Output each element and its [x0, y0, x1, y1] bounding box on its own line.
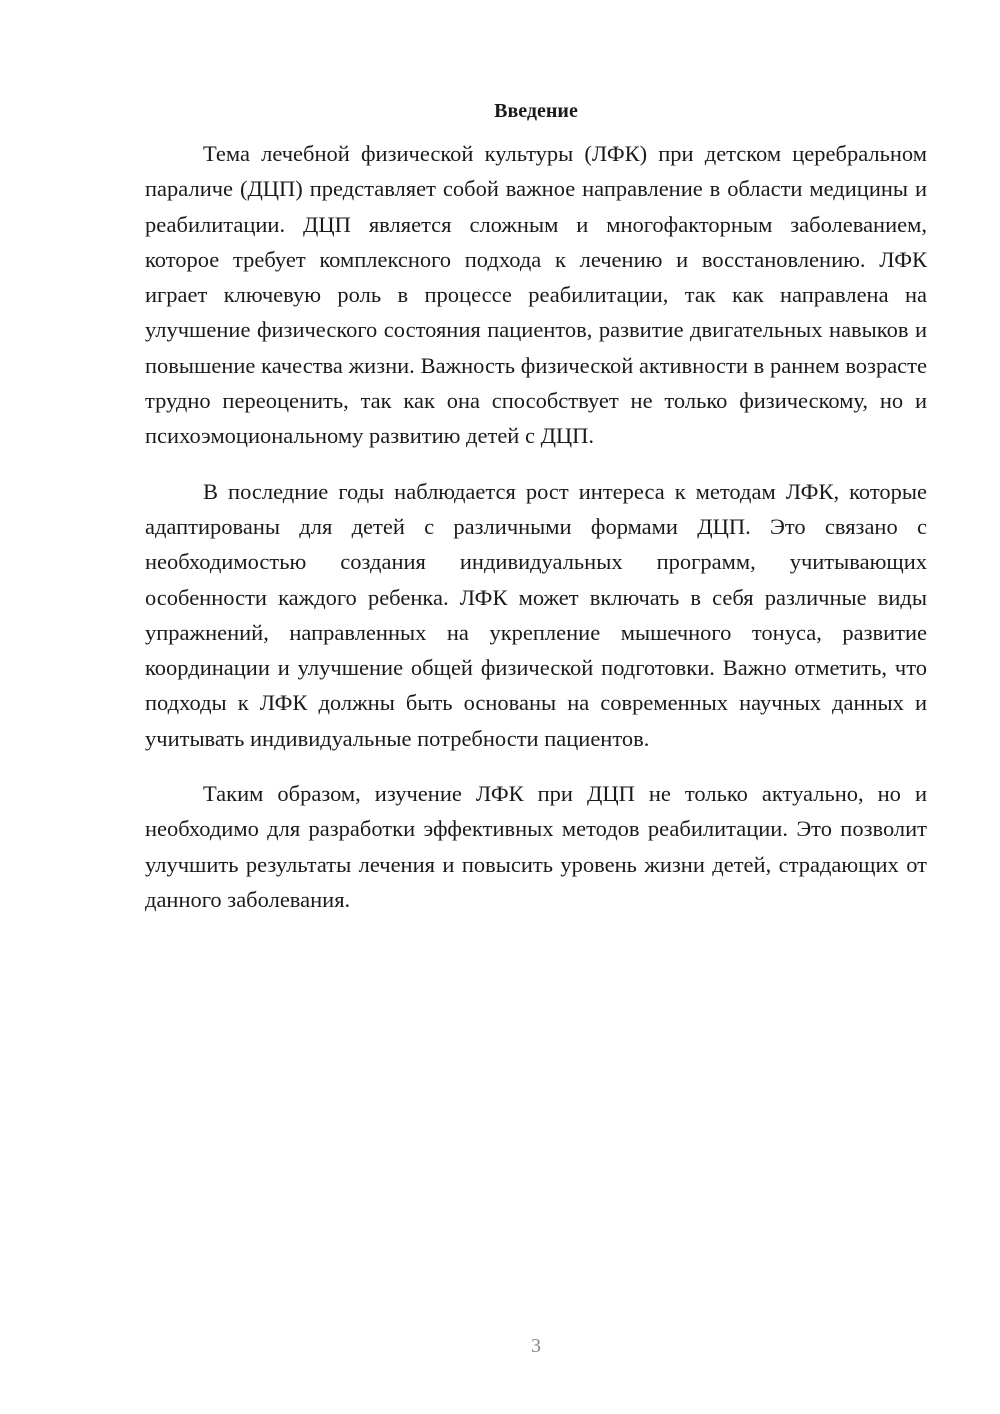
paragraph-1: Тема лечебной физической культуры (ЛФК) при детском церебральном параличе (ДЦП) представляет собой важное направление в области медицины и реабилитации. ДЦП является сложным и многофакторным заболеванием, которое требует комплексного подхода к лечению и восстановлению. ЛФК играет ключевую роль в процессе реабилитации, так как направлена на улучшение физического состояния пациентов, развитие двигательных навыков и повышение качества жизни. Важность физической активности в раннем возрасте трудно переоценить, так как она способствует не только физическому, но и психоэмоциональному развитию детей с ДЦП. [145, 141, 927, 449]
paragraph-3: Таким образом, изучение ЛФК при ДЦП не только актуально, но и необходимо для разработки эффективных методов реабилитации. Это позволит улучшить результаты лечения и повысить уровень жизни детей, страдающих от данного заболевания. [145, 781, 927, 912]
page-content [145, 96, 927, 937]
page-number: 3 [531, 1335, 541, 1357]
section-heading: Введение [494, 100, 578, 122]
paragraph-2: В последние годы наблюдается рост интереса к методам ЛФК, которые адаптированы для детей с различными формами ДЦП. Это связано с необходимостью создания индивидуальных программ, учитывающих особенности каждого ребенка. ЛФК может включать в себя различные виды упражнений, направленных на укрепление мышечного тонуса, развитие координации и улучшение общей физической подготовки. Важно отметить, что подходы к ЛФК должны быть основаны на современных научных данных и учитывать индивидуальные потребности пациентов. [145, 478, 927, 751]
